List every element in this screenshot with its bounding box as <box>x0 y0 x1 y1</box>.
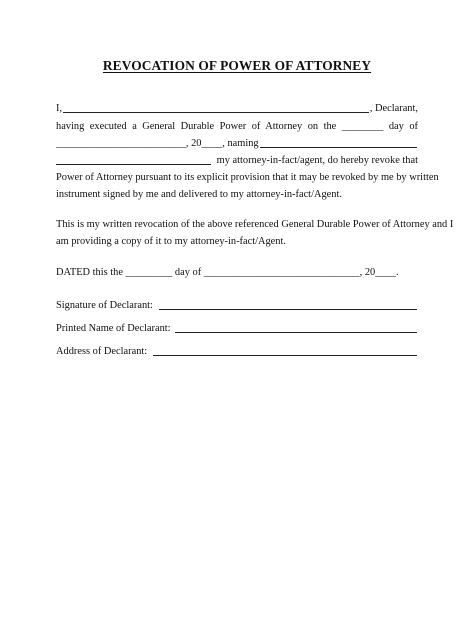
agent-line <box>56 154 418 168</box>
agent-name-blank-2[interactable] <box>56 154 211 165</box>
declarant-line <box>56 102 418 116</box>
dated-line: DATED this the _________ day of ______________________________, 20____. <box>56 267 399 278</box>
printed-name-field[interactable] <box>175 322 417 333</box>
para1-line5: Power of Attorney pursuant to its explicit provision that it may be revoked by me by written <box>56 172 439 183</box>
address-field[interactable] <box>153 345 417 356</box>
address-row <box>56 345 418 359</box>
date-naming-text: _________________________, 20____, naming <box>56 138 259 149</box>
printed-name-label: Printed Name of Declarant: <box>56 323 171 334</box>
declarant-prefix: I, <box>56 103 63 114</box>
naming-line <box>56 137 418 151</box>
signature-field[interactable] <box>159 299 417 310</box>
declarant-name-blank[interactable] <box>63 102 369 113</box>
signature-row <box>56 299 418 313</box>
para1-line2: having executed a General Durable Power of Attorney on the ________ day of <box>56 121 418 132</box>
agent-name-blank[interactable] <box>260 137 417 148</box>
signature-label: Signature of Declarant: <box>56 300 153 311</box>
para1-line6: instrument signed by me and delivered to my attorney-in-fact/Agent. <box>56 189 342 200</box>
address-label: Address of Declarant: <box>56 346 148 357</box>
para2-line1: This is my written revocation of the above referenced General Durable Power of Attorney and I <box>56 219 454 230</box>
revoke-text: my attorney-in-fact/agent, do hereby revoke that <box>216 155 418 166</box>
para2-line2: am providing a copy of it to my attorney-in-fact/Agent. <box>56 236 286 247</box>
printed-name-row <box>56 322 418 336</box>
document-title: REVOCATION OF POWER OF ATTORNEY <box>102 58 372 73</box>
declarant-suffix: , Declarant, <box>369 103 418 114</box>
